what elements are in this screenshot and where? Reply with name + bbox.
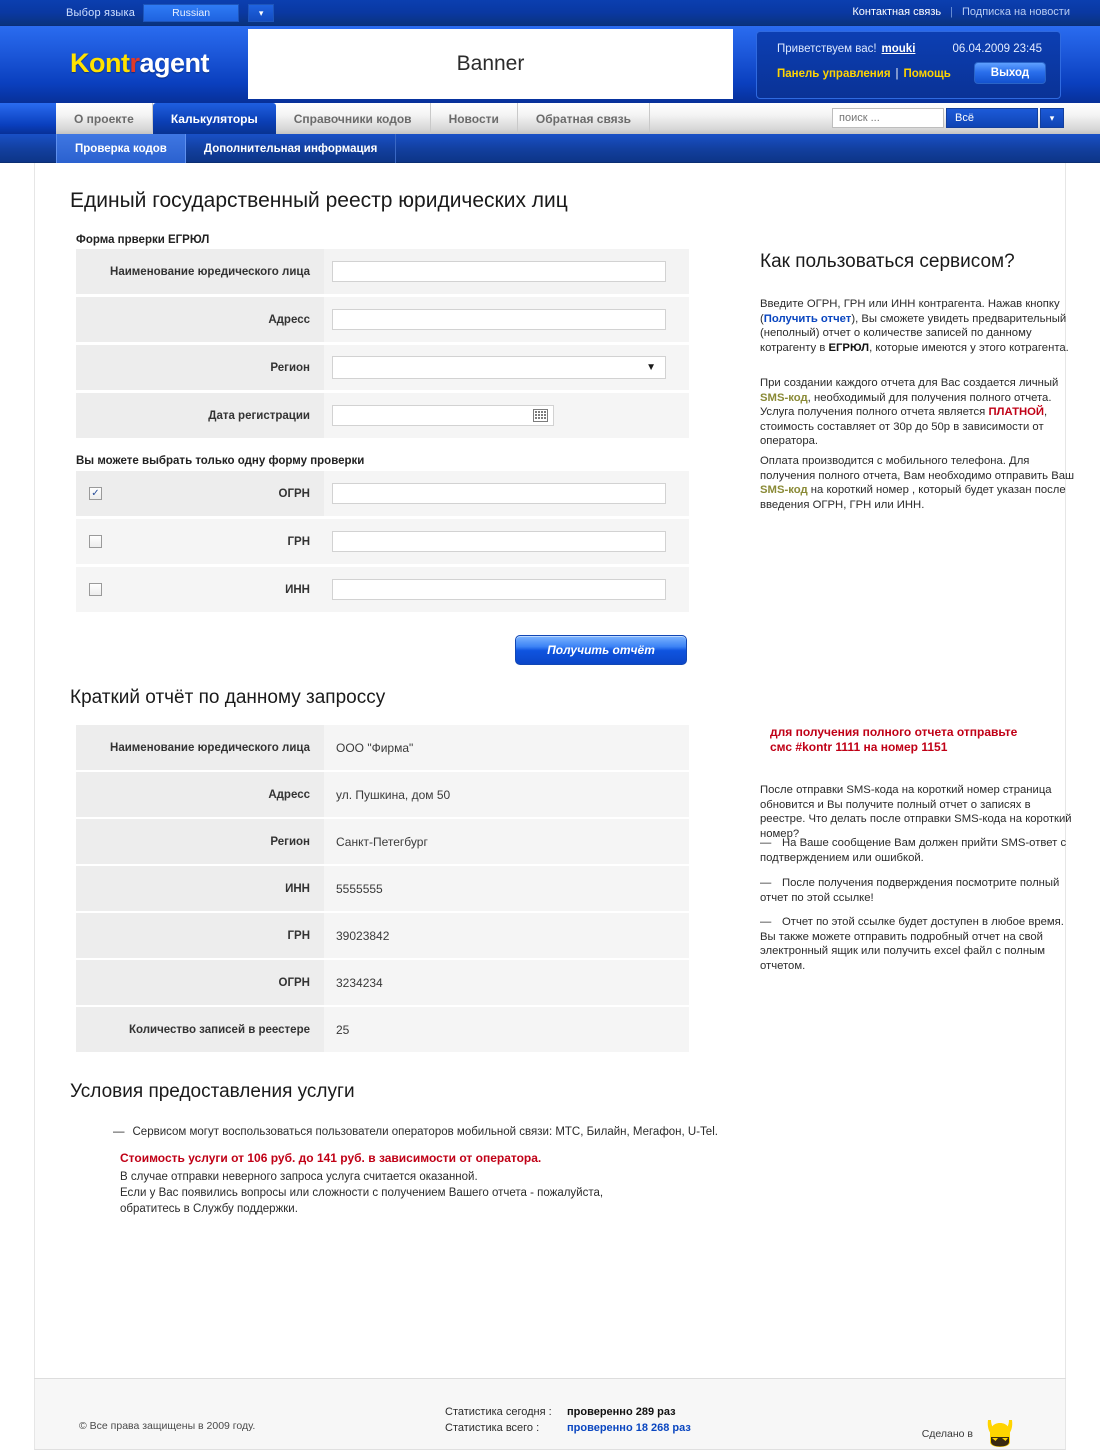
tab-about[interactable]: О проекте	[56, 103, 153, 134]
after-sms-item-1-text: На Ваше сообщение Вам должен прийти SMS-ответ с подтверждением или ошибкой.	[760, 837, 1067, 864]
tab-code-directories[interactable]: Справочники кодов	[276, 103, 431, 134]
table-row	[76, 960, 689, 1005]
subscribe-link[interactable]: Подписка на новости	[962, 6, 1070, 18]
help-p2-sms: SMS-код	[760, 391, 808, 404]
grn-checkbox[interactable]	[89, 535, 102, 548]
form-label-registration-date: Дата регистрации	[76, 393, 324, 438]
bullet-dash-icon: —	[760, 877, 772, 889]
check-form-table	[76, 249, 689, 441]
report-value-inn: 5555555	[336, 881, 383, 896]
terms-line-3: обратитесь в Службу поддержки.	[120, 1203, 298, 1215]
statistics-total-value[interactable]: проверенно 18 268 раз	[567, 1422, 691, 1434]
check-field-inn	[324, 567, 689, 612]
help-p1-b: ), Вы сможете увидеть предварительный (неполный) отчет о количестве записей по данному котрагенту в	[760, 312, 1067, 354]
username[interactable]: mouki	[881, 43, 916, 55]
language-selector	[66, 4, 274, 22]
user-box	[756, 31, 1061, 99]
report-value-record-count: 25	[336, 1022, 350, 1037]
help-p2-b: , необходимый для получения полного отчета. Услуга получения полного отчета является	[760, 391, 1052, 418]
form-field-registration-date	[324, 393, 689, 438]
form-label-region: Регион	[76, 345, 324, 390]
site-header	[0, 26, 1100, 103]
form-field-company-name	[324, 249, 689, 294]
statistics-block	[445, 1406, 691, 1438]
form-row-company-name	[76, 249, 689, 294]
get-report-button[interactable]: Получить отчёт	[515, 635, 687, 665]
help-link[interactable]: Помощь	[903, 68, 951, 80]
report-label-company-name: Наименование юредического лица	[76, 725, 324, 770]
check-row-ogrn	[76, 471, 689, 516]
help-p1-a: Введите ОГРН, ГРН или ИНН контрагента. Нажав кнопку (	[760, 298, 1060, 325]
address-input[interactable]	[332, 309, 666, 330]
report-table	[76, 725, 689, 1054]
datetime: 06.04.2009 23:45	[952, 43, 1042, 55]
help-p2-paid: ПЛАТНОЙ	[988, 406, 1045, 418]
tab-calculators[interactable]: Калькуляторы	[153, 103, 276, 134]
after-sms-paragraph: После отправки SMS-кода на короткий номер страница обновится и Вы получите полный отчет о записях в реестре. Что делать после отправки SMS-кода на короткий номер?	[760, 784, 1072, 840]
terms-line-1: В случае отправки неверного запроса услуга считается оказанной.	[120, 1171, 478, 1183]
ogrn-input[interactable]	[332, 483, 666, 504]
help-paragraph-2	[760, 376, 1075, 449]
statistics-today-label: Статистика сегодня :	[445, 1406, 552, 1418]
checkmark-icon: ✓	[91, 487, 100, 499]
terms-price-notice: Стоимость услуги от 106 руб. до 141 руб. в зависимости от оператора.	[120, 1151, 542, 1165]
bullet-dash-icon: —	[760, 916, 772, 928]
table-row	[76, 772, 689, 817]
check-label-ogrn: ОГРН	[278, 487, 310, 500]
after-sms-item-2-text: После получения подверждения посмотрите полный отчет по этой ссылке!	[760, 877, 1060, 904]
subtab-code-check[interactable]: Проверка кодов	[56, 134, 186, 163]
help-p3-sms: SMS-код	[760, 484, 808, 496]
sub-nav-tabs	[56, 134, 396, 163]
after-sms-item-1	[760, 836, 1075, 865]
terms-line-2: Если у Вас появились вопросы или сложности с получением Вашего отчета - пожалуйста,	[120, 1187, 604, 1199]
help-p1-bold: ЕГРЮЛ	[828, 341, 870, 354]
report-value-ogrn: 3234234	[336, 975, 383, 990]
table-row	[76, 866, 689, 911]
chevron-down-icon[interactable]: ▾	[1040, 108, 1064, 128]
search-area	[832, 108, 1064, 128]
check-cell-ogrn	[76, 471, 324, 516]
site-footer	[34, 1379, 1066, 1450]
terms-bullet-text: Сервисом могут воспользоваться пользователи операторов мобильной связи: МТС, Билайн, Мегафон, U-Tel.	[132, 1126, 718, 1138]
main-nav-tabs	[56, 103, 650, 134]
search-input[interactable]	[832, 108, 944, 128]
page-title: Единый государственный реестр юридических лиц	[70, 189, 568, 212]
banner-placeholder[interactable]: Banner	[248, 29, 733, 99]
content-sheet	[34, 163, 1075, 1378]
help-p1-c: , которые имеются у этого котрагента.	[869, 341, 1069, 354]
grn-input[interactable]	[332, 531, 666, 552]
registration-date-input[interactable]	[332, 405, 554, 426]
check-field-grn	[324, 519, 689, 564]
top-links-separator: |	[950, 6, 953, 18]
nav-left-cap	[0, 103, 56, 134]
help-paragraph-3	[760, 454, 1075, 512]
made-in-block	[922, 1415, 1017, 1450]
help-p2-a: При создании каждого отчета для Вас создается личный	[760, 377, 1059, 389]
made-in-label: Сделано в	[921, 1427, 973, 1440]
after-sms-item-3-text: Отчет по этой ссылке будет доступен в любое время. Вы также можете отправить подробный отчет на свой электронный ящик или получить excel файл с полным отчетом.	[760, 916, 1064, 972]
greeting-text: Приветствуем вас!	[777, 43, 877, 55]
report-label-grn: ГРН	[76, 913, 324, 958]
inn-input[interactable]	[332, 579, 666, 600]
statistics-total-label: Статистика всего :	[445, 1422, 540, 1434]
report-label-inn: ИНН	[76, 866, 324, 911]
company-name-input[interactable]	[332, 261, 666, 282]
user-links	[777, 68, 951, 80]
help-title: Как пользоваться сервисом?	[760, 251, 1015, 272]
main-nav-bar	[0, 103, 1100, 134]
viking-helmet-icon[interactable]	[983, 1415, 1017, 1450]
bullet-dash-icon: —	[113, 1126, 125, 1138]
site-logo[interactable]	[70, 48, 209, 79]
report-label-record-count: Количество записей в реестере	[76, 1007, 324, 1052]
report-value-company-name: ООО "Фирма"	[336, 740, 414, 755]
statistics-today-value: проверенно 289 раз	[567, 1406, 676, 1418]
sms-instruction-notice	[770, 725, 1070, 755]
help-p2-c: , стоимость составляет от 30р до 50р в зависимости от оператора.	[760, 406, 1048, 447]
terms-bullet-operators	[113, 1126, 733, 1138]
inn-checkbox[interactable]	[89, 583, 102, 596]
report-value-address: ул. Пушкина, дом 50	[336, 787, 451, 802]
copyright-text: © Все права защищены в 2009 году.	[79, 1420, 256, 1432]
report-value-grn: 39023842	[336, 928, 390, 943]
statistics-total-row	[445, 1422, 691, 1434]
check-caption: Вы можете выбрать только одну форму проверки	[76, 455, 365, 467]
language-label: Выбор языка	[66, 7, 136, 19]
logo-part-agent: agent	[139, 48, 210, 78]
table-row	[76, 819, 689, 864]
check-field-ogrn	[324, 471, 689, 516]
help-paragraph-1	[760, 297, 1075, 355]
bullet-dash-icon: —	[760, 837, 772, 849]
table-row	[76, 1007, 689, 1052]
ogrn-checkbox[interactable]	[89, 487, 102, 500]
code-check-table	[76, 471, 689, 615]
logo-part-kont: Kont	[70, 48, 130, 78]
check-label-inn: ИНН	[285, 583, 310, 596]
check-cell-grn	[76, 519, 324, 564]
report-label-address: Адресс	[76, 772, 324, 817]
check-row-grn	[76, 519, 689, 564]
terms-body	[120, 1169, 720, 1217]
top-language-bar	[0, 0, 1100, 26]
check-cell-inn	[76, 567, 324, 612]
form-row-address	[76, 297, 689, 342]
help-p1-link[interactable]: Получить отчет	[763, 312, 852, 325]
user-links-separator: |	[895, 68, 899, 80]
tab-feedback[interactable]: Обратная связь	[518, 103, 650, 134]
sms-note-line-1: для получения полного отчета отправьте	[770, 725, 1018, 739]
date-input-wrapper	[332, 405, 554, 426]
top-links	[852, 6, 1070, 18]
table-row	[76, 913, 689, 958]
form-caption: Форма прверки ЕГРЮЛ	[76, 234, 210, 246]
form-label-address: Адресс	[76, 297, 324, 342]
subtab-additional-info[interactable]: Дополнительная информация	[186, 134, 396, 163]
search-category-select[interactable]: Всё	[946, 108, 1038, 128]
table-row	[76, 725, 689, 770]
after-sms-item-3	[760, 915, 1075, 973]
report-value-region: Санкт-Петегбург	[336, 834, 428, 849]
form-field-address	[324, 297, 689, 342]
sms-note-line-2: смс #kontr 1111 на номер 1151	[770, 740, 948, 754]
sub-nav-bar	[0, 134, 1100, 163]
calendar-icon[interactable]	[533, 409, 548, 422]
check-label-grn: ГРН	[287, 535, 310, 548]
logout-button[interactable]: Выход	[974, 62, 1046, 84]
statistics-today-row	[445, 1406, 691, 1418]
contact-link[interactable]: Контактная связь	[852, 6, 942, 18]
terms-section-title: Условия предоставления услуги	[70, 1081, 355, 1102]
control-panel-link[interactable]: Панель управления	[777, 68, 891, 80]
help-p3-b: на короткий номер , который будет указан после введения ОГРН, ГРН или ИНН.	[760, 484, 1066, 511]
greeting	[777, 43, 915, 55]
tab-news[interactable]: Новости	[431, 103, 518, 134]
region-select[interactable]	[332, 356, 666, 379]
chevron-down-icon[interactable]: ▾	[248, 4, 274, 22]
check-row-inn	[76, 567, 689, 612]
logo-part-r: r	[129, 48, 140, 78]
report-section-title: Краткий отчёт по данному запроссу	[70, 687, 386, 708]
form-field-region	[324, 345, 689, 390]
after-sms-item-2	[760, 876, 1075, 905]
form-row-registration-date	[76, 393, 689, 438]
report-label-ogrn: ОГРН	[76, 960, 324, 1005]
form-label-company-name: Наименование юредического лица	[76, 249, 324, 294]
help-p3-a: Оплата производится с мобильного телефона. Для получения полного отчета, Вам необходимо отправить Ваш	[760, 455, 1075, 482]
language-select[interactable]: Russian	[143, 4, 239, 22]
report-label-region: Регион	[76, 819, 324, 864]
chevron-down-icon: ▼	[646, 362, 656, 373]
form-row-region	[76, 345, 689, 390]
